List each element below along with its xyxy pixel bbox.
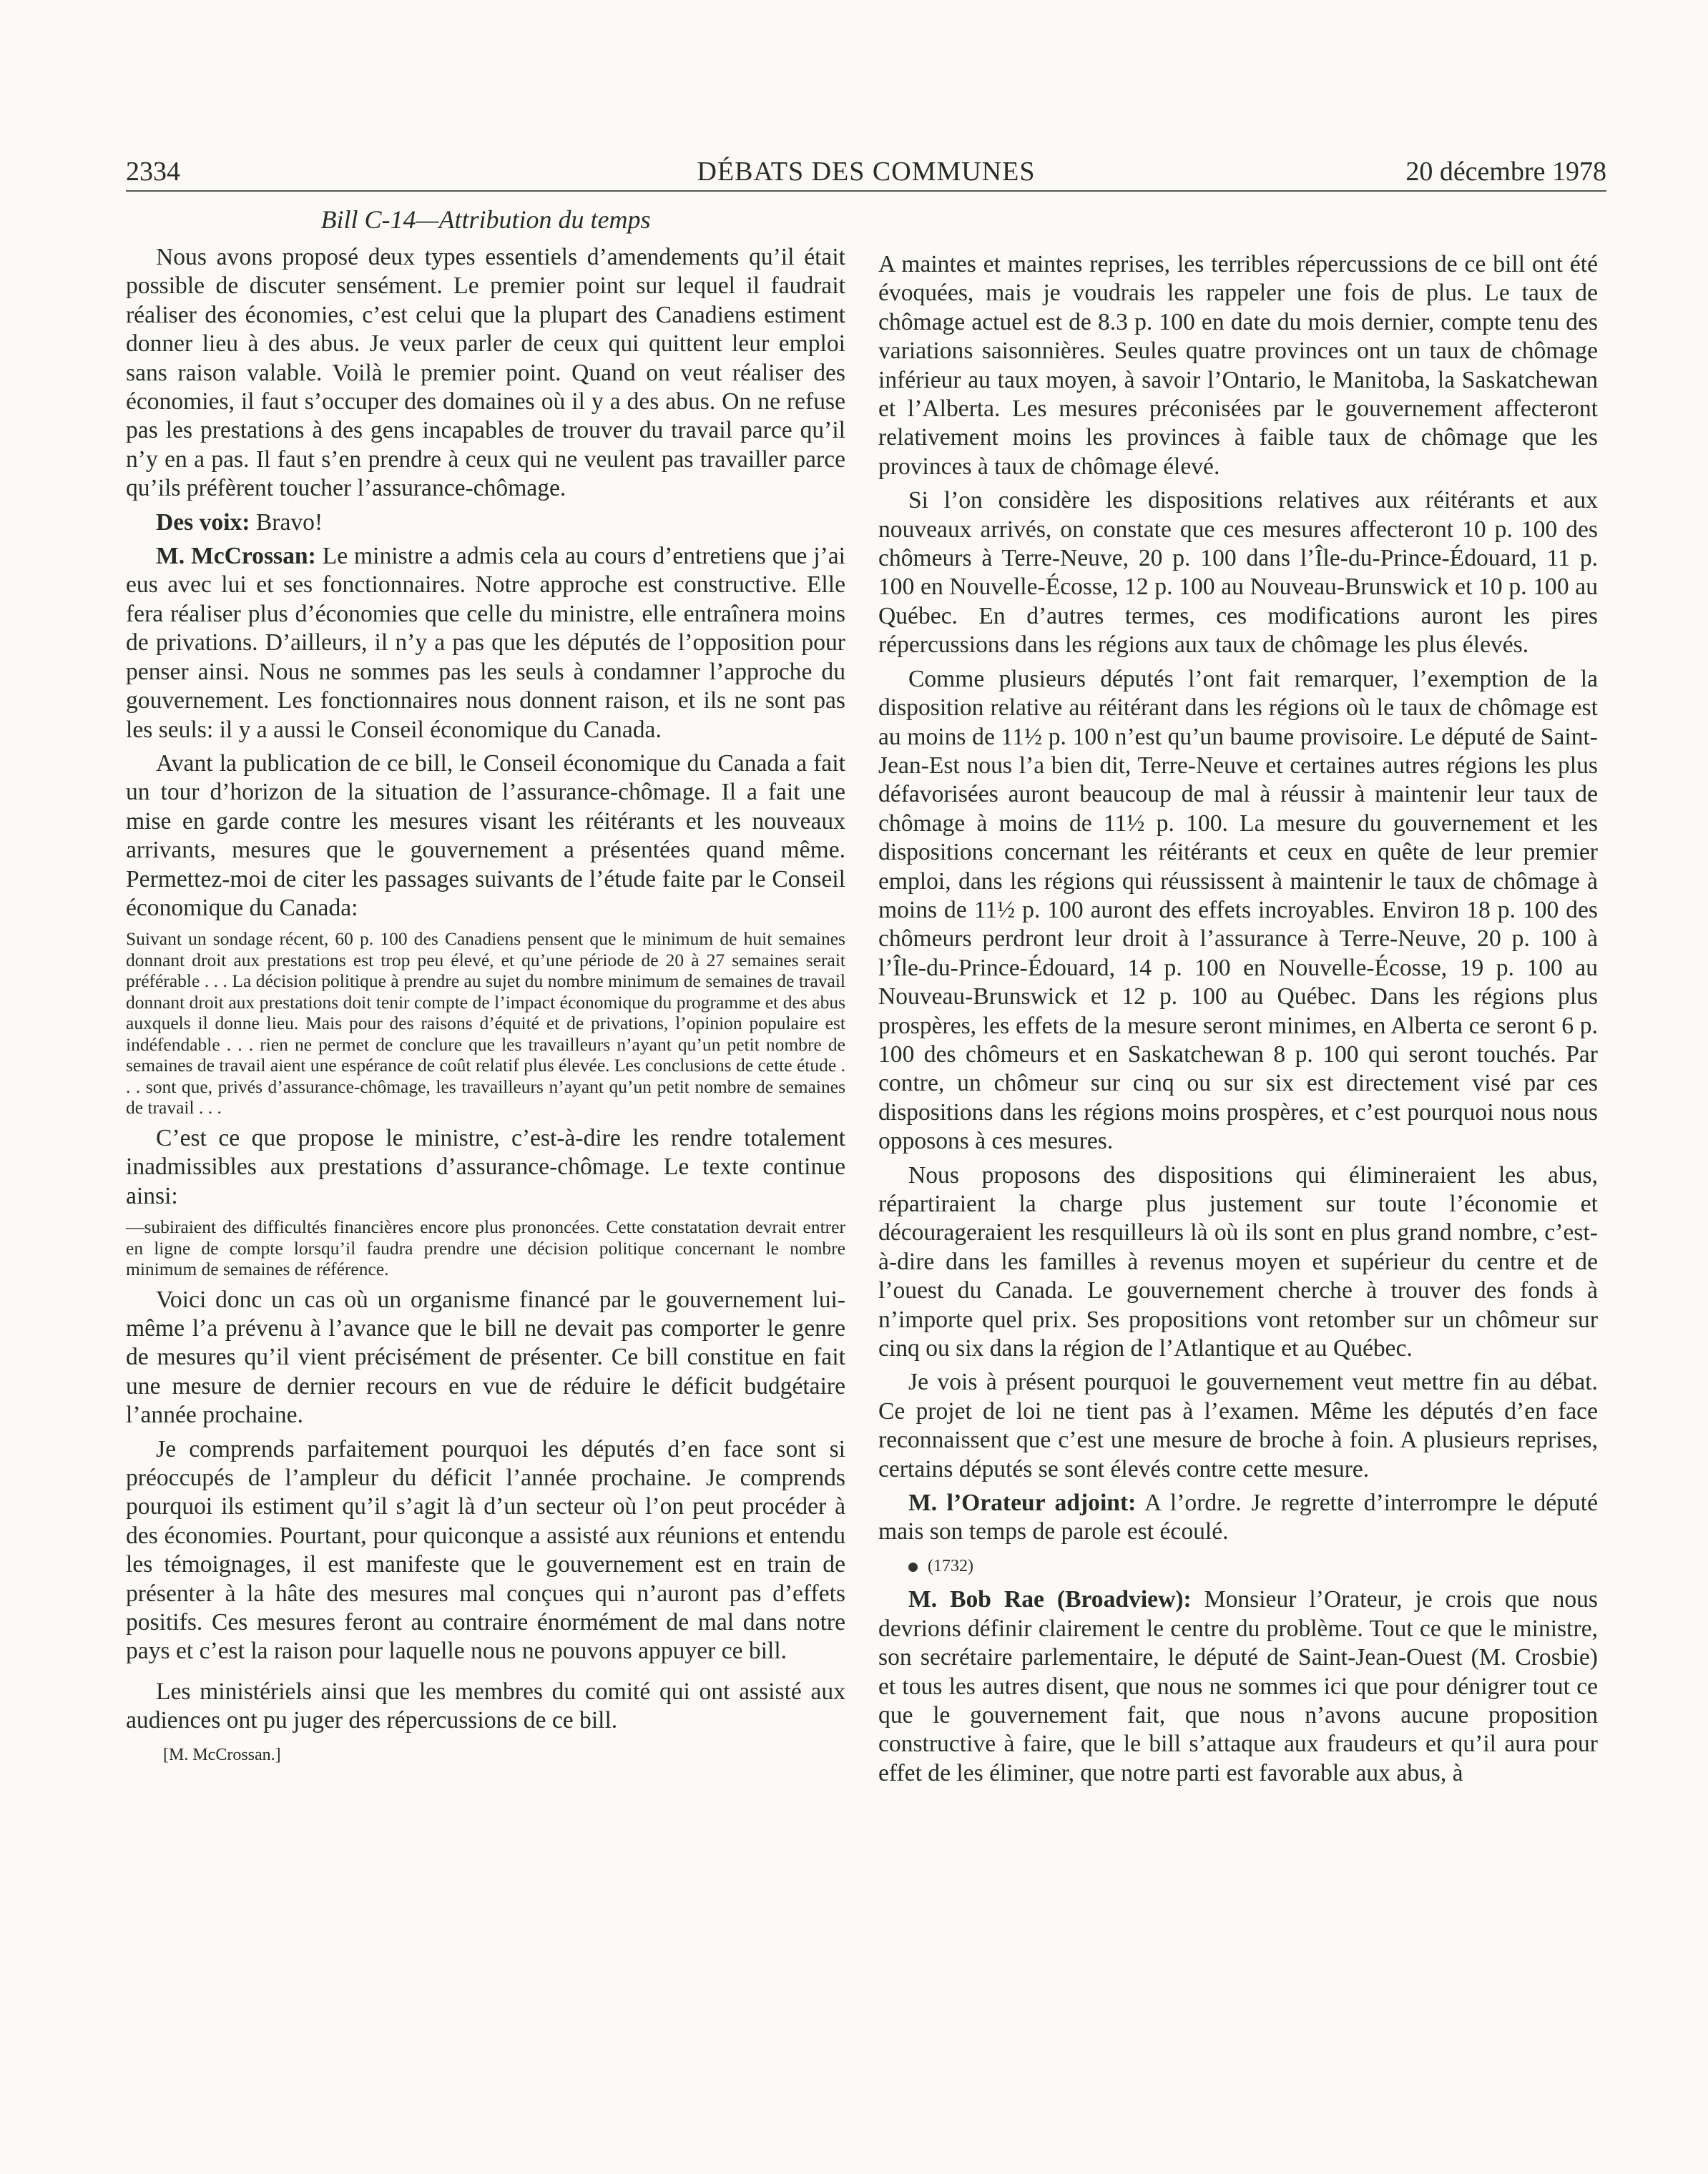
page-date: 20 décembre 1978: [1405, 157, 1606, 187]
paragraph: C’est ce que propose le ministre, c’est-à-dire les rendre totalement inadmissibles aux prestations d’assurance-chômage. Le texte continue ainsi:: [126, 1124, 845, 1209]
paragraph: [878, 1489, 1598, 1547]
time-stamp: [878, 1552, 1598, 1580]
paragraph: [126, 542, 845, 744]
time-stamp-text: (1732): [928, 1556, 973, 1575]
left-column: [126, 243, 845, 1769]
speech-text: A l’ordre. Je regrette d’interrompre le député mais son temps de parole est écoulé.: [878, 1490, 1598, 1545]
speaker-name: M. l’Orateur adjoint:: [908, 1490, 1137, 1517]
paragraph: A maintes et maintes reprises, les terribles répercussions de ce bill ont été évoquées, mais je voudrais les rappeler une fois de plus. Le taux de chômage actuel est de 8.3 p. 100 en date du mois dernier, compte tenu des variations saisonnières. Seules quatre provinces ont un taux de chômage inférieur au taux moyen, à savoir l’Ontario, le Manitoba, la Saskatchewan et l’Alberta. Les mesures préconisées par le gouvernement affecteront relativement moins les provinces à faible taux de chômage que les provinces à taux de chômage élevé.: [878, 251, 1598, 480]
block-quote: —subiraient des difficultés financières encore plus prononcées. Cette constatation devrait entrer en ligne de compte lorsqu’il faudra prendre une décision politique concernant le nombre minimum de semaines de référence.: [126, 1216, 845, 1280]
paragraph: Si l’on considère les dispositions relatives aux réitérants et aux nouveaux arrivés, on constate que ces mesures affecteront 10 p. 100 des chômeurs à Terre-Neuve, 20 p. 100 dans l’Île-du-Prince-Édouard, 11 p. 100 en Nouvelle-Écosse, 12 p. 100 au Nouveau-Brunswick et 10 p. 100 au Québec. En d’autres termes, ces modifications auront les pires répercussions dans les régions aux taux de chômage les plus élevés.: [878, 487, 1598, 659]
speaker-name: Des voix:: [156, 508, 250, 536]
right-column: [878, 250, 1598, 1788]
page-number: 2334: [126, 157, 180, 187]
speaker-attribution: [M. McCrossan.]: [163, 1745, 281, 1764]
speech-text: Le ministre a admis cela au cours d’entretiens que j’ai eus avec lui et ses fonctionnaires. Notre approche est constructive. Elle fera réaliser plus d’économies que celle du ministre, elle entraînera moins de privations. D’ailleurs, il n’y a pas que les députés de l’opposition pour penser ainsi. Nous ne sommes pas les seuls à condamner l’approche du gouvernement. Les fonctionnaires nous donnent raison, et ils ne sont pas les seuls: il y a aussi le Conseil économique du Canada.: [126, 543, 845, 743]
paragraph: [878, 1585, 1598, 1788]
paragraph: Nous avons proposé deux types essentiels d’amendements qu’il était possible de discuter sensément. Le premier point sur lequel il faudrait réaliser des économies, c’est celui que la plupart des Canadiens estiment donner lieu à des abus. Je veux parler de ceux qui quittent leur emploi sans raison valable. Voilà le premier point. Quand on veut réaliser des économies, il faut s’occuper des domaines où il y a des abus. On ne refuse pas les prestations à des gens incapables de trouver du travail parce qu’il n’y en a pas. Il faut s’en prendre à ceux qui ne veulent pas travailler parce qu’ils préfèrent toucher l’assurance-chômage.: [126, 244, 845, 502]
paragraph: Voici donc un cas où un organisme financé par le gouvernement lui-même l’a prévenu à l’avance que le bill ne devait pas comporter le genre de mesures qu’il vient précisément de présenter. Ce bill constitue en fait une mesure de dernier recours en vue de réduire le déficit budgétaire l’année prochaine.: [126, 1286, 845, 1429]
section-subheading: Bill C-14—Attribution du temps: [320, 205, 651, 234]
paragraph: Je comprends parfaitement pourquoi les députés d’en face sont si préoccupés de l’ampleur du déficit l’année prochaine. Je comprends pourquoi ils estiment qu’il s’agit là d’un secteur où l’on peut procéder à des économies. Pourtant, pour quiconque a assisté aux réunions et entendu les témoignages, il est manifeste que le gouvernement est en train de présenter à la hâte des mesures mal conçues qui n’auront pas d’effets positifs. Ces mesures feront au contraire énormément de mal dans notre pays et c’est la raison pour laquelle nous ne pouvons appuyer ce bill.: [126, 1435, 845, 1665]
paragraph: Comme plusieurs députés l’ont fait remarquer, l’exemption de la disposition relative au réitérant dans les régions où le taux de chômage est au moins de 11½ p. 100 n’est qu’un baume provisoire. Le député de Saint-Jean-Est nous l’a bien dit, Terre-Neuve et certaines autres régions les plus défavorisées auront beaucoup de mal à réussir à maintenir leur taux de chômage à moins de 11½ p. 100. La mesure du gouvernement et les dispositions concernant les réitérants et ceux en quête de leur premier emploi, dans les régions qui réussissent à maintenir le taux de chômage à moins de 11½ p. 100 auront des effets incroyables. Environ 18 p. 100 des chômeurs perdront leur droit à l’assurance à Terre-Neuve, 20 p. 100 à l’Île-du-Prince-Édouard, 14 p. 100 en Nouvelle-Écosse, 19 p. 100 au Nouveau-Brunswick et 12 p. 100 au Québec. Dans les régions plus prospères, les effets de la mesure seront minimes, en Alberta ce seront 6 p. 100 des chômeurs et en Saskatchewan 8 p. 100 qui seront touchés. Par contre, un chômeur sur cinq ou sur six est directement visé par ces dispositions dans les régions moins prospères, et c’est pourquoi nous nous opposons à ces mesures.: [878, 665, 1598, 1155]
speaker-name: M. McCrossan:: [156, 543, 316, 570]
paragraph: Les ministériels ainsi que les membres du comité qui ont assisté aux audiences ont pu juger des répercussions de ce bill.: [126, 1678, 845, 1734]
block-quote: Suivant un sondage récent, 60 p. 100 des Canadiens pensent que le minimum de huit semaines donnant droit aux prestations est trop peu élevé, et qu’une période de 20 à 27 semaines serait préférable . . . La décision politique à prendre au sujet du nombre minimum de semaines de travail donnant droit aux prestations doit tenir compte de l’impact économique du programme et des abus auxquels il donne lieu. Mais pour des raisons d’équité et de privations, l’opinion populaire est indéfendable . . . rien ne permet de conclure que les travailleurs n’ayant qu’un petit nombre de semaines de travail aient une espérance de coût relatif plus élevée. Les conclusions de cette étude . . . sont que, privés d’assurance-chômage, les travailleurs n’ayant qu’un petit nombre de semaines de travail . . .: [126, 928, 845, 1118]
speech-text: Bravo!: [250, 508, 323, 536]
bullet-icon: [908, 1563, 918, 1572]
paragraph: Je vois à présent pourquoi le gouvernement veut mettre fin au débat. Ce projet de loi ne tient pas à l’examen. Même les députés d’en face reconnaissent que c’est une mesure de broche à foin. A plusieurs reprises, certains députés se sont élevés contre cette mesure.: [878, 1369, 1598, 1482]
speaker-name: M. Bob Rae (Broadview):: [908, 1586, 1192, 1613]
speech-text: Monsieur l’Orateur, je crois que nous devrions définir clairement le centre du problème. Tout ce que le ministre, son secrétaire parlementaire, le député de Saint-Jean-Ouest (M. Crosbie) et tous les autres disent, que nous ne sommes ici que pour dénigrer tout ce que le gouvernement fait, que nous n’avons aucune proposition constructive à faire, que le bill s’attaque aux fraudeurs et qu’il aura pour effet de les éliminer, que notre parti est favorable aux abus, à: [878, 1586, 1599, 1786]
page-header: [126, 150, 1606, 192]
paragraph: Nous proposons des dispositions qui élimineraient les abus, répartiraient la charge plus justement sur toute l’économie et décourageraient les resquilleurs là où ils sont en plus grand nombre, c’est-à-dire dans les familles à revenus moyen et supérieur du centre et de l’ouest du Canada. Le gouvernement cherche à trouver des fonds à n’importe quel prix. Ses propositions vont retomber sur un chômeur sur cinq ou six dans la région de l’Atlantique et au Québec.: [878, 1161, 1598, 1362]
publication-title: DÉBATS DES COMMUNES: [697, 157, 1036, 187]
paragraph: Avant la publication de ce bill, le Conseil économique du Canada a fait un tour d’horizon de la situation de l’assurance-chômage. Il a fait une mise en garde contre les mesures visant les réitérants et les nouveaux arrivants, mesures que le gouvernement a présentées quand même. Permettez-moi de citer les passages suivants de l’étude faite par le Conseil économique du Canada:: [126, 749, 845, 921]
paragraph: [126, 508, 845, 537]
